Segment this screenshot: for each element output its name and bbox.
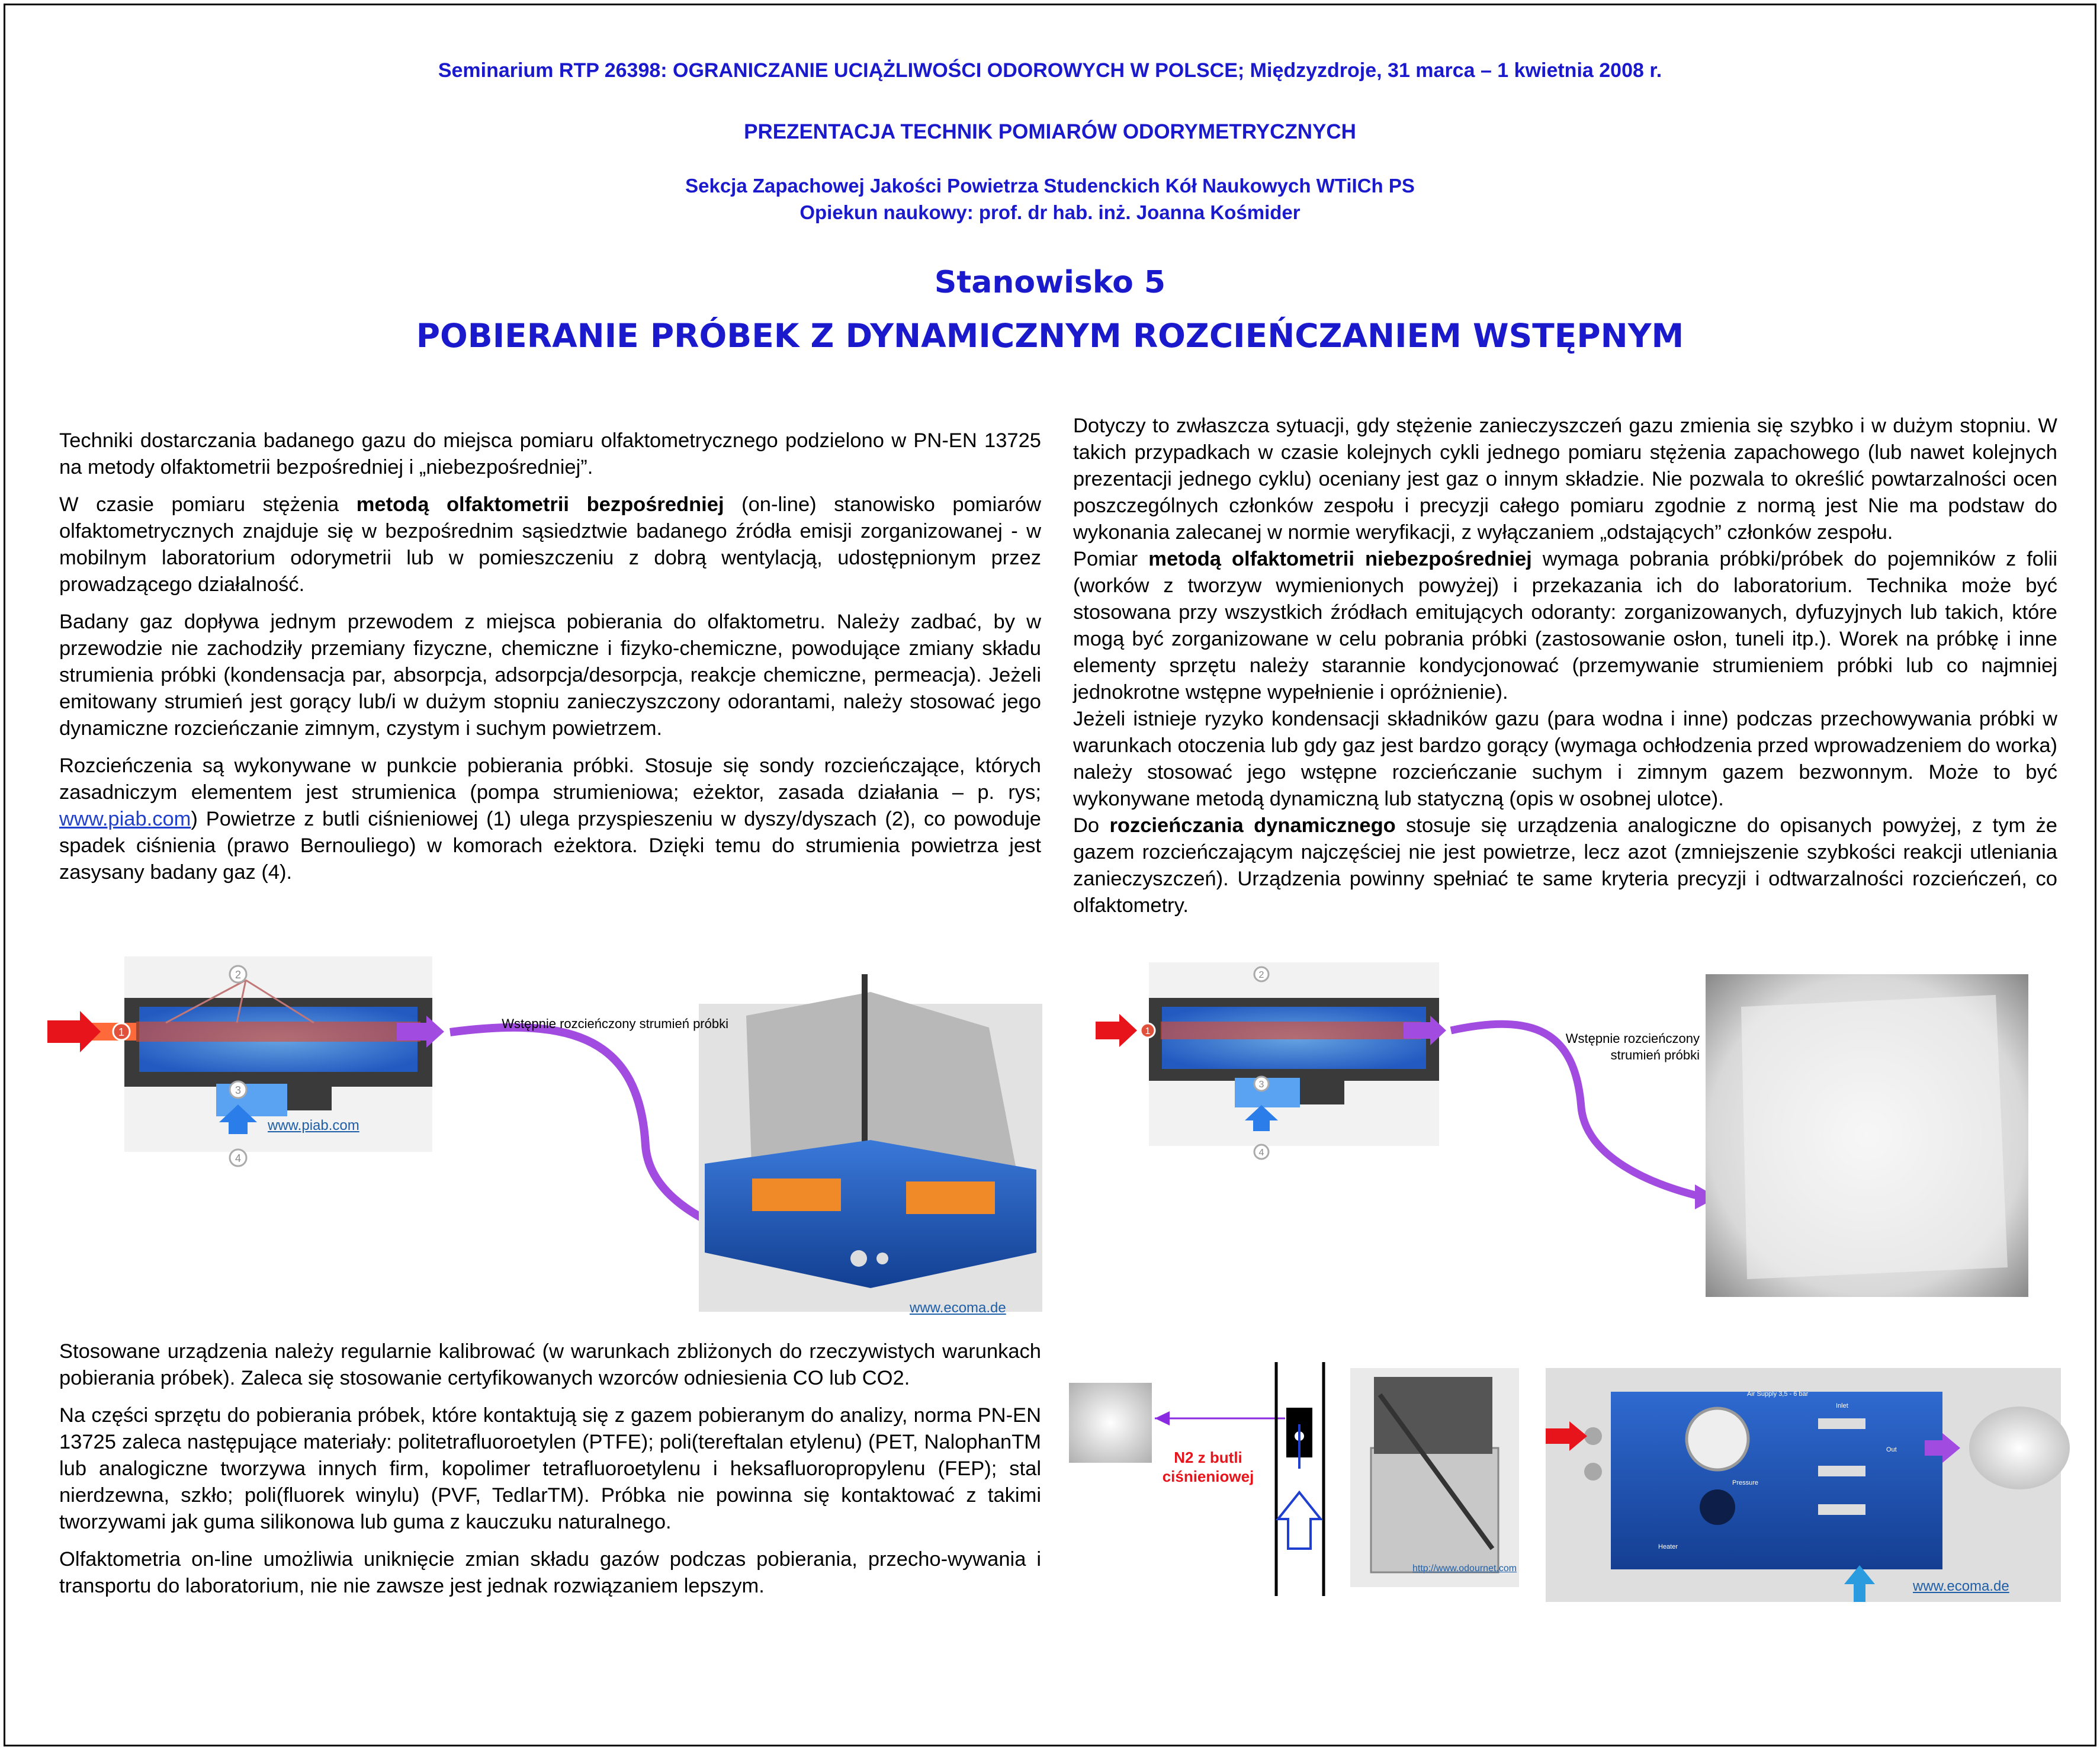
marker-1-label: 1 (1145, 1026, 1151, 1036)
station-title: Stanowisko 5 (934, 265, 1166, 300)
sticker (1818, 1504, 1865, 1515)
paragraph: Olfaktometria on-line umożliwia uniknięcie zmian składu gazów podczas pobierania, przecho-wywania i transportu do laboratorium, nie nie zawsze jest jednak rozwiązaniem lepszym. (59, 1548, 1041, 1597)
piab-watermark: www.piab.com (268, 1118, 359, 1134)
sticker (1818, 1466, 1865, 1476)
paragraph: Pomiar metodą olfaktometrii niebezpośredniej wymaga pobrania próbki/próbek do pojemników z folii (worków z tworzyw wymienionych powyżej) i przekazania ich do laboratorium. Technika może być stosowana przy wszystkich źródłach emitujących odoranty: zorganizowanych, dyfuzyjnych lub takich, które mogą być zorganizowane w celu pobrania próbki (zastosowanie osłon, tuneli itp.). Worek na próbkę i inne elementy sprzętu należy starannie kondycjonować (przemywanie strumieniem próbki lub co najmniej jednokrotne wstępne wypełnienie i opróżnienie). (1073, 548, 2057, 704)
case-lid (1374, 1377, 1492, 1454)
marker-4-label: 4 (1258, 1148, 1264, 1158)
olfactometer-port (850, 1250, 867, 1267)
paragraph: W czasie pomiaru stężenia metodą olfaktometrii bezpośredniej (on-line) stanowisko pomiarów olfaktometrycznych znajduje się w bezpośrednim sąsiedztwie badanego źródła emisji zorganizowanej - w mobilnym laboratorium odorymetrii lub w pomieszczeniu z dobrą wentylacją, udostępnionym przez prowadzącego działalność. (59, 493, 1041, 596)
main-title: POBIERANIE PRÓBEK Z DYNAMICZNYM ROZCIEŃCZANIEM WSTĘPNYM (416, 317, 1684, 355)
paragraph: Dotyczy to zwłaszcza sytuacji, gdy stężenie zanieczyszczeń gazu zmienia się szybko i w dużym stopniu. W takich przypadkach w czasie kolejnych cykli jednego pomiaru stężenia zapachowego (lub nawet kolejnych prezentacji jednego cyklu) oceniany jest gaz o innym składzie. Nie pozwala to określić powtarzalności ocen poszczególnych członków zespołu i precyzji całego pomiaru zgodnie z normą jest Nie ma podstaw do wykonania zalecanej w normie weryfikacji, z wyłączaniem „odstających” członków zespołu. (1073, 415, 2057, 544)
presentation-title: PREZENTACJA TECHNIK POMIARÓW ODORYMETRYCZNYCH (744, 120, 1356, 143)
piab-link[interactable]: www.piab.com (59, 808, 191, 830)
odournet-watermark: http://www.odournet.com (1412, 1563, 1517, 1574)
olfactometer-port (876, 1253, 888, 1264)
marker-3-label: 3 (1258, 1080, 1264, 1090)
dilution-device (1611, 1392, 1942, 1569)
diluted-stream-caption: Wstępnie rozcieńczony strumień próbki (502, 1016, 728, 1031)
red-arrow-in (47, 1011, 101, 1052)
label-out: Out (1886, 1446, 1897, 1453)
marker-1-label: 1 (118, 1026, 125, 1038)
output-bag (1969, 1407, 2070, 1489)
ecoma-watermark: www.ecoma.de (1913, 1578, 2009, 1594)
supervisor: Opiekun naukowy: prof. dr hab. inż. Joanna Kośmider (799, 201, 1301, 223)
sample-bag (1741, 995, 2008, 1279)
jet-stream (136, 1022, 420, 1042)
label-heater: Heater (1658, 1543, 1678, 1550)
left-column-top (59, 428, 1041, 897)
sticker (1818, 1418, 1865, 1429)
section-name: Sekcja Zapachowej Jakości Powietrza Studenckich Kół Naukowych WTiICh PS (685, 175, 1415, 197)
label-pressure: Pressure (1732, 1479, 1759, 1486)
inlet-fitting (1584, 1463, 1602, 1481)
paragraph: Jeżeli istnieje ryzyko kondensacji składników gazu (para wodna i inne) podczas przechowywania próbki w warunkach otoczenia lub gdy gaz jest bardzo gorący (wymaga ochłodzenia przed wprowadzeniem do worka) należy stosować jego wstępne rozcieńczanie suchym i zimnym gazem bezwonnym. Może to być wykonywane metodą dynamiczną lub statyczną (opis w osobnej ulotce). (1073, 708, 2057, 810)
figure-ejector-olfactometer (41, 945, 1048, 1324)
blue-hollow-arrow (1278, 1492, 1321, 1549)
n2-label: N2 z butli ciśnieniowej (1162, 1449, 1254, 1485)
paragraph: Na części sprzętu do pobierania próbek, które kontaktują się z gazem pobieranym do analizy, norma PN-EN 13725 zaleca następujące materiały: politetrafluoroetylen (PTFE); poli(tereftalan etylenu) (PET, NalophanTM lub analogiczne tworzywa innych firm, kopolimer tetrafluoroetylenu i heksafluoropropylenu (FEP); stal nierdzewna, szkło; poli(fluorek winylu) (PVF, TedlarTM). Próbka nie powinna się kontaktować z takimi tworzywami jak guma silikonowa lub guma z kauczuku naturalnego. (59, 1404, 1041, 1533)
label-air-supply: Air Supply 3,5 - 6 bar (1747, 1391, 1809, 1398)
marker-2-label: 2 (235, 969, 242, 981)
control-knob (1700, 1489, 1735, 1525)
ecoma-watermark: www.ecoma.de (910, 1300, 1006, 1316)
figure-ejector-bag (1084, 959, 2085, 1324)
pressure-gauge (1687, 1408, 1748, 1470)
label-inlet: Inlet (1836, 1402, 1848, 1409)
marker-2-label: 2 (1258, 970, 1264, 980)
marker-3-label: 3 (235, 1084, 242, 1096)
jet-stream (1161, 1022, 1421, 1039)
n2-dilution-diagram (1066, 1359, 2085, 1614)
right-column (1073, 413, 2057, 919)
left-column-bottom (59, 1338, 1041, 1610)
display-right (906, 1181, 995, 1214)
paragraph: Techniki dostarczania badanego gazu do miejsca pomiaru olfaktometrycznego podzielono w PN-EN 13725 na metody olfaktometrii bezpośredniej i „niebezpośredniej”. (59, 429, 1041, 479)
ejector-inlet (216, 1084, 287, 1116)
paragraph: Badany gaz dopływa jednym przewodem z miejsca pobierania do olfaktometru. Należy zadbać, by w przewodzie nie zachodziły przemiany fizyczne, chemiczne i fizyko-chemiczne, powodujące zmiany składu strumienia próbki (kondensacja par, absorpcja, adsorpcja/desorpcja, reakcje chemiczne, permeacja). Jeżeli emitowany strumień jest gorący lub/i w dużym stopniu zanieczyszczony odorantami, należy stosować jego dynamiczne rozcieńczanie zimnym, czystym i suchym powietrzem. (59, 611, 1041, 740)
small-sample-bag (1069, 1383, 1152, 1463)
diluted-stream-caption: Wstępnie rozcieńczony strumień próbki (1565, 1031, 1700, 1062)
marker-4-label: 4 (235, 1152, 242, 1164)
seminar-line: Seminarium RTP 26398: OGRANICZANIE UCIĄŻLIWOŚCI ODOROWYCH W POLSCE; Międzyzdroje, 31 marca – 1 kwietnia 2008 r. (438, 59, 1662, 82)
paragraph: Rozcieńczenia są wykonywane w punkcie pobierania próbki. Stosuje się sondy rozcieńczające, których zasadniczym elementem jest strumienica (pompa strumieniowa; eżektor, zasada działania – p. rys; www.piab.com) Powietrze z butli ciśnieniowej (1) ulega przyspieszeniu w dyszy/dyszach (2), co powoduje spadek ciśnienia (prawo Bernouliego) w komorach eżektora. Dzięki temu do strumienia powietrza jest zasysany badany gaz (4). (59, 754, 1041, 884)
figure-n2-dilution (1066, 1359, 2085, 1614)
display-left (752, 1179, 841, 1211)
violet-arrowhead-left (1155, 1411, 1170, 1425)
ejector-olfactometer-diagram (41, 945, 1048, 1324)
red-arrow-in (1096, 1014, 1137, 1047)
paragraph: Stosowane urządzenia należy regularnie kalibrować (w warunkach zbliżonych do rzeczywistych warunkach pobierania próbek). Zaleca się stosowanie certyfikowanych wzorców odniesienia CO lub CO2. (59, 1340, 1041, 1389)
ejector-bag-diagram (1084, 959, 2085, 1324)
paragraph: Do rozcieńczania dynamicznego stosuje się urządzenia analogiczne do opisanych powyżej, z tym że gazem rozcieńczającym najczęściej nie jest powietrze, lecz azot (zmniejszenie szybkości reakcji utleniania zanieczyszczeń). Urządzenia powinny spełniać te same kryteria precyzji i odtwarzalności rozcieńczeń, co olfaktometry. (1073, 814, 2057, 917)
